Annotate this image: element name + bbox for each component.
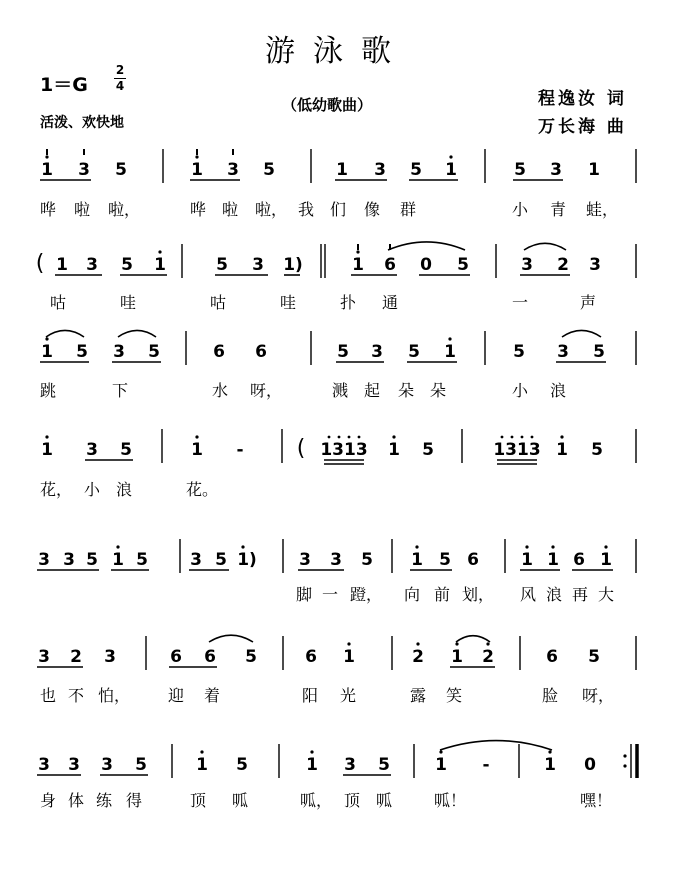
lyric-syllable: 通 xyxy=(382,293,399,312)
note: 3 xyxy=(113,342,125,362)
note: 1) xyxy=(283,255,303,275)
lyric-syllable: 浪 xyxy=(116,480,133,499)
lyric-syllable: 身 xyxy=(40,791,57,810)
note: 3 xyxy=(252,255,264,275)
note: 1313 xyxy=(493,440,541,460)
note: 0 xyxy=(584,755,596,775)
lyric-syllable: 呀， xyxy=(250,381,283,400)
lyric-syllable: 蹬， xyxy=(350,585,383,604)
octave-dot xyxy=(455,642,458,645)
note: 5 xyxy=(513,342,525,362)
note: 1 xyxy=(445,160,457,180)
note: 1 xyxy=(56,255,68,275)
note: 6 xyxy=(546,647,558,667)
time-signature-bottom: 4 xyxy=(115,79,125,93)
note: 5 xyxy=(410,160,422,180)
lyric-syllable: 顶 xyxy=(190,791,207,810)
lyric-syllable: 们 xyxy=(330,200,347,219)
note: ( xyxy=(35,251,45,276)
note: 1 xyxy=(336,160,348,180)
lyric-syllable: 浪 xyxy=(546,585,563,604)
octave-dot xyxy=(439,750,442,753)
note: 5 xyxy=(457,255,469,275)
slur xyxy=(118,330,156,337)
lyricist-credit: 程逸汝 词 xyxy=(538,89,627,109)
lyric-syllable: 呱 xyxy=(232,791,249,810)
note: 2 xyxy=(70,647,82,667)
note: 3 xyxy=(299,550,311,570)
note: 3 xyxy=(101,755,113,775)
lyric-syllable: 小 xyxy=(84,480,101,499)
note: 1 xyxy=(521,550,533,570)
note: 3 xyxy=(344,755,356,775)
note: 2 xyxy=(482,647,494,667)
slur xyxy=(209,635,253,642)
note: 3 xyxy=(589,255,601,275)
note: 1 xyxy=(196,755,208,775)
lyric-syllable: 怕， xyxy=(98,686,131,705)
note: 5 xyxy=(514,160,526,180)
note: 5 xyxy=(136,550,148,570)
lyric-syllable: 哇 xyxy=(120,293,137,312)
note: 3 xyxy=(38,755,50,775)
slur xyxy=(456,636,490,642)
octave-dot xyxy=(415,545,418,548)
note: 1 xyxy=(444,342,456,362)
note: 2 xyxy=(557,255,569,275)
lyric-syllable: 一 xyxy=(512,293,529,312)
note: 5 xyxy=(588,647,600,667)
note: 5 xyxy=(115,160,127,180)
note: 3 xyxy=(86,255,98,275)
note: 3 xyxy=(371,342,383,362)
lyric-syllable: 不 xyxy=(68,686,85,705)
lyric-syllable: 露 xyxy=(410,686,427,705)
lyric-syllable: 一 xyxy=(322,585,339,604)
note: 5 xyxy=(236,755,248,775)
octave-dot xyxy=(358,436,361,439)
octave-dot xyxy=(501,436,504,439)
note: 6 xyxy=(170,647,182,667)
note: 5 xyxy=(216,255,228,275)
octave-dot xyxy=(116,545,119,548)
subtitle: （低幼歌曲） xyxy=(282,96,373,114)
lyric-syllable: 顶 xyxy=(344,791,361,810)
note: 5 xyxy=(148,342,160,362)
note: 1 xyxy=(306,755,318,775)
octave-dot xyxy=(449,155,452,158)
lyric-syllable: 嘿！ xyxy=(580,791,613,810)
note: 1 xyxy=(41,160,53,180)
lyric-syllable: 水 xyxy=(212,381,229,400)
note: 1 xyxy=(112,550,124,570)
note: 3 xyxy=(38,550,50,570)
note: 1 xyxy=(435,755,447,775)
repeat-dot xyxy=(623,754,626,757)
note: 5 xyxy=(263,160,275,180)
lyric-syllable: 体 xyxy=(68,791,85,810)
note: 1313 xyxy=(320,440,368,460)
note: 5 xyxy=(439,550,451,570)
note: 1 xyxy=(451,647,463,667)
octave-dot xyxy=(158,250,161,253)
note: 5 xyxy=(121,255,133,275)
octave-dot xyxy=(347,642,350,645)
lyric-syllable: 花。 xyxy=(186,480,219,499)
lyric-syllable: 声 xyxy=(580,293,597,312)
octave-dot xyxy=(604,545,607,548)
octave-dot xyxy=(348,436,351,439)
note: 1 xyxy=(191,440,203,460)
lyric-syllable: 哗 xyxy=(190,200,207,219)
note: 3 xyxy=(227,160,239,180)
octave-dot xyxy=(45,155,48,158)
lyric-syllable: 溅 xyxy=(332,381,349,400)
octave-dot xyxy=(486,642,489,645)
note: 6 xyxy=(467,550,479,570)
note: 1 xyxy=(600,550,612,570)
lyric-syllable: 青 xyxy=(550,200,567,219)
note: 3 xyxy=(330,550,342,570)
lyric-syllable: 啦， xyxy=(108,200,141,219)
lyric-syllable: 起 xyxy=(364,381,381,400)
composer-credit: 万长海 曲 xyxy=(538,117,627,137)
note: 3 xyxy=(104,647,116,667)
lyric-syllable: 扑 xyxy=(340,293,357,312)
note: 3 xyxy=(78,160,90,180)
note: 1 xyxy=(588,160,600,180)
slur xyxy=(562,330,601,337)
note: 5 xyxy=(76,342,88,362)
octave-dot xyxy=(392,435,395,438)
lyric-syllable: 像 xyxy=(364,200,381,219)
note: 6 xyxy=(255,342,267,362)
octave-dot xyxy=(521,436,524,439)
note: 1 xyxy=(154,255,166,275)
lyric-syllable: 呱， xyxy=(300,791,333,810)
lyric-syllable: 再 xyxy=(572,585,589,604)
note: 1 xyxy=(388,440,400,460)
note: 3 xyxy=(557,342,569,362)
note: - xyxy=(236,440,244,460)
note: 5 xyxy=(86,550,98,570)
note: 6 xyxy=(305,647,317,667)
note: 5 xyxy=(361,550,373,570)
lyric-syllable: 呀， xyxy=(582,686,615,705)
note: 3 xyxy=(374,160,386,180)
lyric-syllable: 浪 xyxy=(550,381,567,400)
note: 1 xyxy=(41,342,53,362)
octave-dot xyxy=(531,436,534,439)
note: - xyxy=(482,755,490,775)
note: 5 xyxy=(378,755,390,775)
lyric-syllable: 迎 xyxy=(168,686,185,705)
octave-dot xyxy=(560,435,563,438)
lyric-syllable: 蛙， xyxy=(586,200,619,219)
octave-dot xyxy=(416,642,419,645)
note: 3 xyxy=(521,255,533,275)
note: 2 xyxy=(412,647,424,667)
lyric-syllable: 哗 xyxy=(40,200,57,219)
note: 1 xyxy=(352,255,364,275)
note: 3 xyxy=(63,550,75,570)
lyric-syllable: 啦 xyxy=(74,200,91,219)
slur xyxy=(46,330,84,337)
song-title: 游泳歌 xyxy=(265,34,409,69)
lyric-syllable: 跳 xyxy=(40,381,57,400)
slur xyxy=(440,741,552,750)
octave-dot xyxy=(548,750,551,753)
note: 5 xyxy=(215,550,227,570)
note: 5 xyxy=(422,440,434,460)
note: 3 xyxy=(38,647,50,667)
lyric-syllable: 咕 xyxy=(210,293,227,312)
tempo-marking: 活泼、欢快地 xyxy=(40,115,124,131)
lyric-syllable: 小 xyxy=(512,200,529,219)
octave-dot xyxy=(551,545,554,548)
lyric-syllable: 阳 xyxy=(302,686,319,705)
note: 1 xyxy=(411,550,423,570)
note: 5 xyxy=(408,342,420,362)
lyric-syllable: 风 xyxy=(520,585,537,604)
octave-dot xyxy=(328,436,331,439)
lyric-syllable: 我 xyxy=(298,200,315,219)
time-signature-top: 2 xyxy=(115,63,125,77)
note: 0 xyxy=(420,255,432,275)
lyric-syllable: 群 xyxy=(400,200,417,219)
octave-dot xyxy=(338,436,341,439)
lyric-syllable: 呱 xyxy=(376,791,393,810)
octave-dot xyxy=(45,337,48,340)
lyric-syllable: 朵 xyxy=(430,381,447,400)
note: 6 xyxy=(204,647,216,667)
note: 3 xyxy=(86,440,98,460)
note: 1 xyxy=(191,160,203,180)
lyric-syllable: 脸 xyxy=(542,686,559,705)
note: 6 xyxy=(213,342,225,362)
note: 5 xyxy=(135,755,147,775)
lyric-syllable: 下 xyxy=(112,381,129,400)
lyric-syllable: 光 xyxy=(340,686,357,705)
octave-dot xyxy=(45,435,48,438)
octave-dot xyxy=(200,750,203,753)
note: ( xyxy=(296,436,306,461)
lyric-syllable: 笑 xyxy=(446,686,463,705)
octave-dot xyxy=(448,337,451,340)
octave-dot xyxy=(356,250,359,253)
lyric-syllable: 练 xyxy=(96,791,113,810)
note: 1 xyxy=(343,647,355,667)
slur xyxy=(388,242,465,250)
lyric-syllable: 哇 xyxy=(280,293,297,312)
note: 6 xyxy=(384,255,396,275)
lyric-syllable: 划， xyxy=(462,585,495,604)
octave-dot xyxy=(310,750,313,753)
lyric-syllable: 着 xyxy=(204,686,221,705)
lyric-syllable: 花， xyxy=(40,480,73,499)
note: 1) xyxy=(237,550,257,570)
lyric-syllable: 朵 xyxy=(398,381,415,400)
octave-dot xyxy=(525,545,528,548)
note: 1 xyxy=(544,755,556,775)
note: 5 xyxy=(591,440,603,460)
lyric-syllable: 呱！ xyxy=(434,791,467,810)
lyric-syllable: 前 xyxy=(434,585,451,604)
note: 6 xyxy=(573,550,585,570)
note: 5 xyxy=(593,342,605,362)
lyric-syllable: 脚 xyxy=(296,585,313,604)
lyric-syllable: 得 xyxy=(126,791,143,810)
lyric-syllable: 也 xyxy=(40,686,57,705)
octave-dot xyxy=(241,545,244,548)
note: 1 xyxy=(556,440,568,460)
note: 3 xyxy=(190,550,202,570)
octave-dot xyxy=(195,155,198,158)
note: 3 xyxy=(550,160,562,180)
octave-dot xyxy=(195,435,198,438)
note: 5 xyxy=(120,440,132,460)
lyric-syllable: 大 xyxy=(598,585,615,604)
slur xyxy=(524,243,566,250)
key-signature: 1＝G xyxy=(40,74,88,96)
note: 1 xyxy=(41,440,53,460)
note: 3 xyxy=(68,755,80,775)
lyric-syllable: 啦， xyxy=(255,200,288,219)
repeat-dot xyxy=(623,764,626,767)
note: 1 xyxy=(547,550,559,570)
note: 5 xyxy=(337,342,349,362)
lyric-syllable: 咕 xyxy=(50,293,67,312)
octave-dot xyxy=(511,436,514,439)
lyric-syllable: 啦 xyxy=(222,200,239,219)
lyric-syllable: 向 xyxy=(404,585,421,604)
note: 5 xyxy=(245,647,257,667)
lyric-syllable: 小 xyxy=(512,381,529,400)
